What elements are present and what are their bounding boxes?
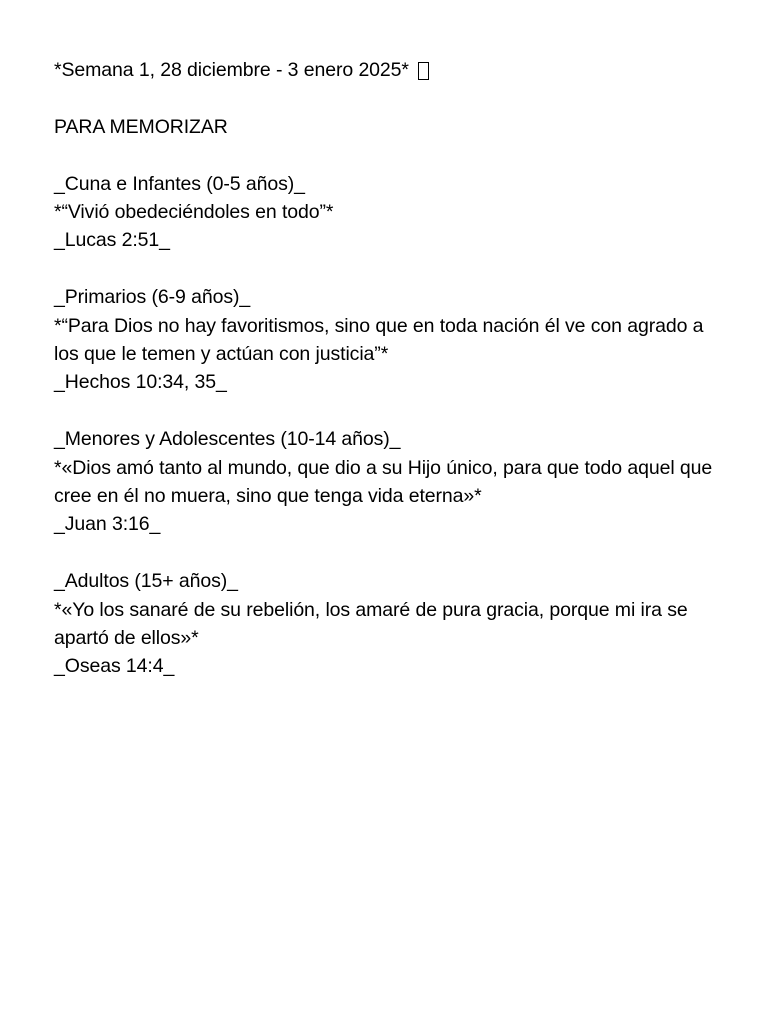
verse-reference: _Oseas 14:4_ bbox=[54, 655, 175, 678]
document-title-line bbox=[54, 56, 724, 84]
memory-verse: *«Yo los sanaré de su rebelión, los amaré de pura gracia, porque mi ira se apartó de ellos»* bbox=[54, 598, 693, 650]
age-group-label: _Adultos (15+ años)_ bbox=[54, 570, 238, 593]
missing-glyph-icon bbox=[418, 62, 429, 80]
blank-line bbox=[54, 84, 724, 112]
verse-reference: _Juan 3:16_ bbox=[54, 513, 161, 536]
age-group-label: _Menores y Adolescentes (10-14 años)_ bbox=[54, 428, 401, 451]
memory-section-menores bbox=[54, 425, 724, 539]
document-page bbox=[54, 56, 724, 681]
memory-verse: *«Dios amó tanto al mundo, que dio a su Hijo único, para que todo aquel que cree en él no muera, sino que tenga vida eterna»* bbox=[54, 456, 718, 508]
section-heading: PARA MEMORIZAR bbox=[54, 115, 228, 138]
memory-verse: *“Vivió obedeciéndoles en todo”* bbox=[54, 201, 334, 223]
blank-line bbox=[54, 539, 724, 567]
memory-section-adultos bbox=[54, 567, 724, 681]
blank-line bbox=[54, 255, 724, 283]
memory-section-primarios bbox=[54, 283, 724, 397]
blank-line bbox=[54, 141, 724, 169]
document-title: *Semana 1, 28 diciembre - 3 enero 2025* bbox=[54, 59, 409, 81]
verse-reference: _Lucas 2:51_ bbox=[54, 229, 170, 252]
age-group-label: _Cuna e Infantes (0-5 años)_ bbox=[54, 172, 305, 195]
memory-verse: *“Para Dios no hay favoritismos, sino que en toda nación él ve con agrado a los que le temen y actúan con justicia”* bbox=[54, 314, 709, 366]
blank-line bbox=[54, 397, 724, 425]
age-group-label: _Primarios (6-9 años)_ bbox=[54, 286, 251, 309]
verse-reference: _Hechos 10:34, 35_ bbox=[54, 371, 227, 394]
memory-section-cuna bbox=[54, 170, 724, 255]
